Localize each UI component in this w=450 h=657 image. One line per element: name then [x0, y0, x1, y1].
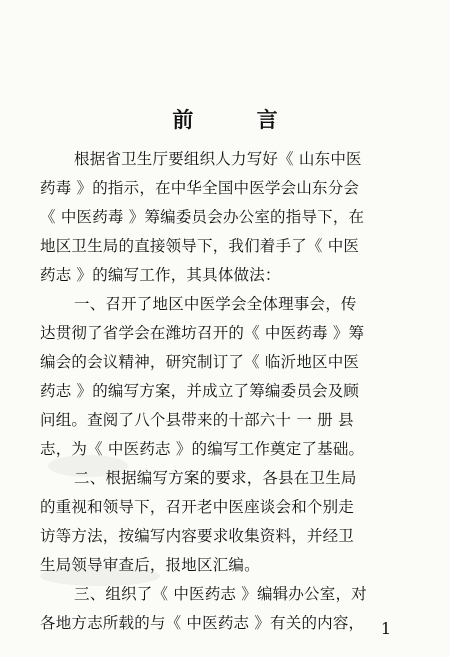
text-line: 根据省卫生厅要组织人力写好《 山东中医: [74, 150, 362, 168]
text-line: 地区卫生局的直接领导下，我们着手了《 中医: [40, 237, 360, 255]
text-line: 《 中医药毒 》筹编委员会办公室的指导下，在: [40, 208, 365, 226]
text-line: 的重视和领导下，召开老中医座谈会和个别走: [40, 498, 355, 516]
text-line: 访等方法，按编写内容要求收集资料，并经卫: [40, 527, 355, 545]
document-body: [40, 145, 415, 638]
text-line: 一、召开了地区中医学会全体理事会，传: [74, 295, 357, 313]
text-line: 二、根据编写方案的要求，各县在卫生局: [74, 469, 357, 487]
text-line: 问组。查阅了八个县带来的十部六十 一 册 县: [40, 411, 354, 429]
text-line: 志，为《 中医药志 》的编写工作奠定了基础。: [40, 440, 365, 458]
text-line: 药毒 》的指示，在中华全国中医学会山东分会: [40, 179, 360, 197]
text-line: 三、组织了《 中医药志 》编辑办公室，对: [74, 585, 367, 603]
page-number: 1: [380, 619, 392, 638]
text-line: 达贯彻了省学会在潍坊召开的《 中医药毒 》筹: [40, 324, 365, 342]
text-line: 药志 》的编写工作，其具体做法：: [40, 266, 281, 284]
text-line: 编会的会议精神，研究制订了《 临沂地区中医: [40, 353, 360, 371]
text-line: 药志 》的编写方案，并成立了筹编委员会及顾: [40, 382, 360, 400]
text-line: 各地方志所载的与《 中医药志 》有关的内容，: [40, 614, 365, 632]
text-line: 生局领导审查后，报地区汇编。: [40, 556, 260, 574]
document-title: 前 言: [172, 107, 306, 132]
